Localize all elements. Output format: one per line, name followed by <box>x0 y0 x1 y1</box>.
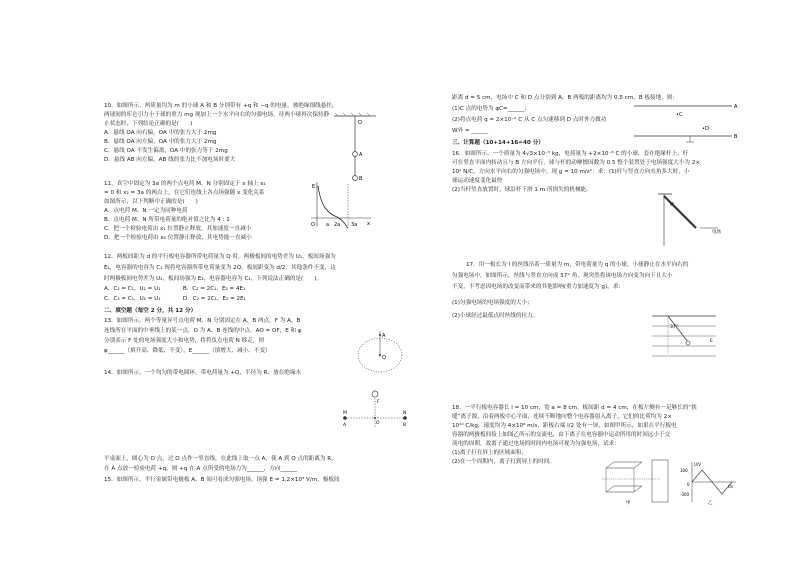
axis-u-label: U/V <box>694 462 702 467</box>
q16-line-2: 可在竖直平面内转动且与 B 方向平行，球与杆的动摩擦因数为 0.5 整个装置处于电场强度大小为 2× <box>452 160 701 166</box>
q11-line-1: 11．真空中固定为 3a 的两个点电荷 M、N 分别固定于 x 轴上 x₁ <box>104 181 266 187</box>
q17-line-3: 不变，不考虑因电场的改变而带来的其他影响(重力加速度为 g)，求： <box>452 284 624 290</box>
q15-plates-figure <box>630 100 742 146</box>
point-d-label: •D <box>702 126 709 132</box>
tick-3a: 3a <box>351 222 358 228</box>
label-b: B <box>403 423 407 428</box>
q13-figure <box>335 384 415 436</box>
q13-line-3: 分别表示 F 处的电场强度大小和电势，将将负点电荷 N 移走，则 <box>104 338 264 344</box>
q16-line-5: (2)当杆竖直放置时，球沿杆下滑 1 m 所损失的机械能。 <box>452 187 592 193</box>
charge-n <box>403 416 407 420</box>
q18-line-1: 18．一平行板电容器长 l = 10 cm，宽 a = 8 cm，板间距 d = 4 cm，在板左侧有一足够长的“狭 <box>452 405 697 411</box>
label-f: F <box>377 400 380 405</box>
q15-cont-line-2: (1)C 点的电势为 φC=______； <box>452 106 531 112</box>
label-a: A <box>343 423 347 428</box>
q15-line-1: 15．如图所示，平行金属带电极板 A、B 间可看成匀强电场，场强 E = 1.2×10³ V/m，极板间 <box>104 477 340 483</box>
q16-line-4: 球运动速度变化最快 <box>452 178 503 184</box>
q11-line-2: = 0 和 x₂ = 3a 的两点上，在它们连线上各点场强随 x 变化关系 <box>104 190 265 196</box>
label-m: M <box>343 411 347 416</box>
label-a: A <box>382 333 386 339</box>
q18-figure-jia <box>600 458 676 508</box>
label-o: O <box>358 120 362 126</box>
section-2-heading: 二、填空题（每空 2 分，共 12 分） <box>104 308 197 314</box>
q18-line-6: (1)离子打在屏上的区域面积； <box>452 450 528 456</box>
q13-line-4: φ______（填升高、降低、不变），E______（填增大、减小、不变） <box>104 348 271 354</box>
axis-label-x: x <box>367 221 370 227</box>
label-o: O <box>376 421 380 426</box>
q16-line-3: 10⁴ N/C，方向水平向右的匀强电场中。现 g = 10 m/s²：求：(1)杆与竖直方向夹角多大时，小 <box>452 169 690 175</box>
q17-pendulum-figure <box>648 312 720 360</box>
q16-rod-figure <box>650 190 730 250</box>
q12-option-ab: A．C₂ = C₁，U₂ = U₁ B．C₂ = 2C₁，E₂ = 4E₁ <box>104 286 246 292</box>
q16-line-1: 16．如图所示，一个质量为 4√3×10⁻⁵ kg，电荷量为 +2×10⁻⁸ C 的小球，套在绝缘杆上，杆 <box>452 151 689 157</box>
q10-line-2: 两球间的库仑引力小于球的重力 mg 现加上一个水平向右的匀强电场，待两小球再次保持静 <box>104 112 330 118</box>
q12-line-3: 时两极板间电势差为 U₂，板间场强为 E₂，电容器电容为 C₂，下列说法正确的是( )。 <box>104 276 323 282</box>
q18-figure-yi <box>680 458 740 508</box>
tick-2a: 2a <box>334 222 341 228</box>
label-jia: 甲 <box>626 501 631 506</box>
label-n: N <box>403 411 407 416</box>
q10-option-d: D．悬线 AB 向左偏，AB 线的张力比不加电场时要大 <box>104 157 236 163</box>
plate-b-label: B <box>734 134 738 140</box>
label-b: B <box>359 176 363 182</box>
q15-cont-line-4: W外 = ______ <box>452 128 489 134</box>
q15-cont-line-3: (2)将点电荷 q = 2×10⁻² C 从 C 点匀速移到 D 点时外力做功 <box>452 117 607 123</box>
plate-a-label: A <box>734 104 738 110</box>
q18-line-2: 缝”离子源，沿着两板中心平面，连续不断地向整个电容器射入离子，它们的比荷均为 2× <box>452 414 672 420</box>
q10-option-a: A．悬线 OA 向右偏，OA 中的张力大于 2mg <box>104 130 217 136</box>
q11-option-a: A．点电荷 M、N 一定为同种电荷 <box>104 208 188 214</box>
q18-line-3: 10¹⁰ C/kg，速度均为 4×10⁶ m/s，距板右端 l/2 处有一屏，如图甲所示，如果在平行板电 <box>452 423 677 429</box>
q12-line-2: E₁，电容器的电容为 C₁ 现将电容器所带电荷量变为 2Q，板间距变为 d/2，其他条件不变，这 <box>104 265 336 271</box>
q14-line-3: 在 A 点放一检验电荷 +q，则 +q 在 A 点所受的电场力为______，方向______ <box>104 466 298 472</box>
q11-option-c: C．把一个检验电荷由 x₁ 位置静止释放，其加速度一直减小 <box>104 226 252 232</box>
q17-line-1: 17．用一根长为 l 的丝线吊着一质量为 m，带电荷量为 q 的小球，小球静止在水平向右的 <box>466 262 689 268</box>
q15-cont-line-1: 距离 d = 5 cm，电场中 C 和 D 点分别到 A、B 两板的距离均为 0.5 cm，B 板接地，则： <box>452 95 679 101</box>
point-c-label: •C <box>676 112 683 118</box>
q11-e-x-graph <box>305 180 375 232</box>
q14-line-1: 14．如图所示，一个均匀的带电圆环，带电荷量为 +Q，半径为 R，放在绝缘水 <box>104 370 302 376</box>
q18-line-7: (2)在一个周期内，离子打到屏上的时间。 <box>452 459 556 465</box>
field-label: E <box>710 339 713 344</box>
tick-a: a <box>326 222 330 228</box>
section-3-heading: 三、计算题（10+14+16=40 分） <box>452 140 544 146</box>
q13-line-2: 连线所在平面的中垂线上的某一点，O 为 A、B 连线的中点。AO = OF，E 和 φ <box>104 328 302 334</box>
q11-line-3: 如图所示，以下判断中正确的是( ) <box>104 199 198 205</box>
origin-label: O <box>311 222 315 228</box>
tick-neg300: -300 <box>680 492 690 497</box>
q18-line-4: 容器的两极板间接上如图乙所示的交流电，由于离子在电容器中运动所用的时间远小于交 <box>452 432 671 438</box>
q18-line-5: 流电的周期，故离子通过电场的时间内电场可视为匀强电场，试求： <box>452 441 620 447</box>
q12-line-1: 12．两板间距为 d 的平行板电容器所带电荷量为 Q 时，两极板间的电势差为 U₁，板间场强为 <box>104 254 336 260</box>
q10-figure <box>330 112 380 184</box>
ball-a <box>353 152 358 157</box>
q10-option-b: B．悬线 OA 向左偏，OA 中的张力大于 2mg <box>104 139 217 145</box>
axis-label-e: E <box>312 184 316 190</box>
q12-option-cd: C．C₂ = C₁，U₂ = U₁ D．C₂ = 2C₁，E₂ = 2E₁ <box>104 296 246 302</box>
q17-line-2: 匀强电场中，如图所示，丝线与竖直方向成 37° 角，现突然将该电场方向变为向下且大小 <box>452 273 673 279</box>
field-label: 电场 <box>712 230 721 235</box>
origin-label: 0 <box>687 482 690 487</box>
q10-line-1: 10．如图所示，两质量均为 m 的小球 A 和 B 分别带有 +q 和 −q 的电量，被绝缘细线悬挂， <box>104 103 338 109</box>
q11-option-b: B．点电荷 M、N 所带电荷量的绝对值之比为 4 : 1 <box>104 217 230 223</box>
axis-t-label: t/s <box>728 484 733 489</box>
q10-option-c: C．悬线 OA 不发生偏离，OA 中的张力等于 2mg <box>104 148 228 154</box>
q14-ring-figure <box>350 325 415 380</box>
q17-line-5: (2)小球经过最低点时丝线的拉力。 <box>452 313 539 319</box>
q17-line-4: (1)匀强电场的电场强度的大小； <box>452 300 533 306</box>
label-yi: 乙 <box>708 501 713 506</box>
q10-line-3: 止状态时，下列结论正确的是( ) <box>104 121 193 127</box>
label-a: A <box>359 152 363 158</box>
tick-300: 300 <box>680 468 688 473</box>
q13-line-1: 13．如图所示，两个等量异号点电荷 M、N 分别固定在 A、B 两点，F 为 A、B <box>104 318 301 324</box>
charge-m <box>343 416 347 420</box>
label-o: O <box>382 355 386 361</box>
angle-label: 37° <box>670 325 678 330</box>
q11-option-d: D．把一个检验电荷由 x₂ 位置静止释放，其电势能一直减小 <box>104 235 252 241</box>
q14-line-2: 平桌面上，圆心为 O 点，过 O 点作一竖直线，在此线上取一点 A，使 A 到 O 点的距离为 R， <box>104 456 337 462</box>
